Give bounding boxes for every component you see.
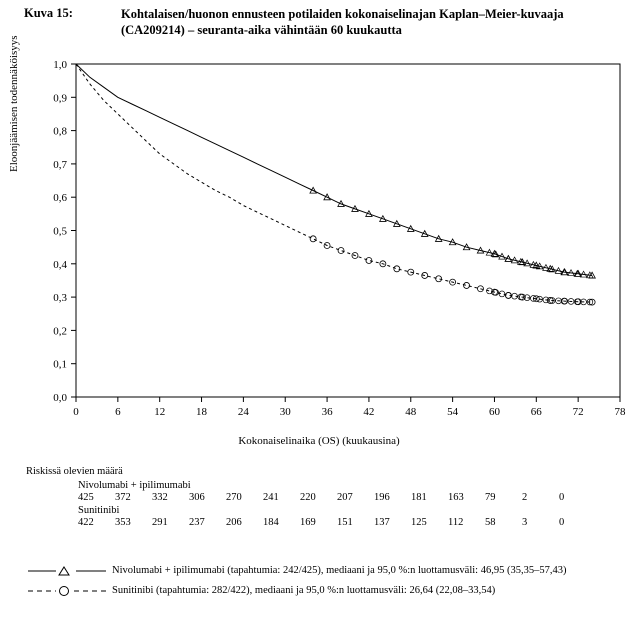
svg-text:60: 60	[488, 406, 500, 418]
legend-item-sunitinib	[26, 584, 626, 600]
svg-text:54: 54	[447, 406, 459, 418]
svg-text:0,4: 0,4	[53, 258, 67, 271]
svg-text:0,6: 0,6	[53, 192, 67, 205]
risk-value: 207	[337, 492, 353, 503]
solid-triangle-line-icon	[26, 564, 112, 580]
risk-value: 181	[411, 492, 427, 503]
risk-value: 137	[374, 517, 390, 528]
risk-table-title: Riskissä olevien määrä	[26, 466, 123, 477]
svg-text:12: 12	[154, 406, 166, 418]
risk-value: 196	[374, 492, 390, 503]
svg-text:78: 78	[614, 406, 626, 418]
risk-value: 0	[559, 492, 565, 503]
risk-value: 241	[263, 492, 279, 503]
svg-text:0: 0	[73, 406, 79, 418]
risk-value: 422	[78, 517, 94, 528]
risk-value: 2	[522, 492, 528, 503]
risk-row	[78, 492, 626, 503]
risk-value: 79	[485, 492, 496, 503]
risk-value: 291	[152, 517, 168, 528]
risk-value: 58	[485, 517, 496, 528]
svg-text:48: 48	[405, 406, 417, 418]
risk-value: 237	[189, 517, 205, 528]
x-axis-label: Kokonaiselinaika (OS) (kuukausina)	[238, 435, 400, 447]
chart-legend	[26, 560, 626, 600]
risk-row	[78, 517, 626, 528]
figure-caption	[24, 6, 624, 38]
risk-group-name-0: Nivolumabi + ipilimumabi	[78, 480, 191, 491]
risk-value: 220	[300, 492, 316, 503]
risk-value: 332	[152, 492, 168, 503]
risk-value: 206	[226, 517, 242, 528]
y-axis-label: Eloonjäämisen todennäköisyys	[8, 35, 20, 172]
dashed-circle-line-icon	[26, 584, 112, 600]
risk-value: 112	[448, 517, 464, 528]
risk-value: 184	[263, 517, 279, 528]
legend-label: Nivolumabi + ipilimumabi (tapahtumia: 242/425), mediaani ja 95,0 %:n luottamusväli: 46,95 (35,35–57,43)	[112, 565, 567, 576]
svg-text:0,3: 0,3	[53, 292, 67, 305]
risk-value: 372	[115, 492, 131, 503]
svg-text:24: 24	[237, 406, 249, 418]
risk-value: 425	[78, 492, 94, 503]
risk-value: 163	[448, 492, 464, 503]
svg-text:0,7: 0,7	[53, 158, 67, 171]
svg-text:66: 66	[530, 406, 542, 418]
svg-text:1,0: 1,0	[53, 59, 67, 71]
svg-text:36: 36	[321, 406, 333, 418]
svg-text:0,5: 0,5	[53, 225, 67, 238]
svg-text:18: 18	[196, 406, 208, 418]
risk-value: 270	[226, 492, 242, 503]
svg-text:72: 72	[572, 406, 584, 418]
risk-value: 3	[522, 517, 528, 528]
chart-plot-area	[0, 52, 638, 432]
kaplan-meier-chart	[0, 35, 638, 452]
risk-value: 0	[559, 517, 565, 528]
legend-item-nivolumab	[26, 564, 626, 580]
risk-value: 125	[411, 517, 427, 528]
risk-value: 169	[300, 517, 316, 528]
figure-number: Kuva 15:	[24, 6, 73, 20]
legend-label: Sunitinibi (tapahtumia: 282/422), mediaani ja 95,0 %:n luottamusväli: 26,64 (22,08–33,54)	[112, 585, 496, 596]
svg-text:0,1: 0,1	[53, 358, 67, 371]
svg-text:0,0: 0,0	[53, 392, 67, 404]
risk-group-name-1: Sunitinibi	[78, 505, 120, 516]
risk-value: 353	[115, 517, 131, 528]
svg-text:6: 6	[115, 406, 121, 418]
svg-text:0,9: 0,9	[53, 92, 67, 105]
svg-text:42: 42	[363, 406, 375, 418]
risk-value: 306	[189, 492, 205, 503]
svg-text:0,8: 0,8	[53, 125, 67, 138]
svg-text:30: 30	[279, 406, 291, 418]
figure-title: Kohtalaisen/huonon ennusteen potilaiden kokonaiselinajan Kaplan–Meier-kuvaaja (CA209214) – seuranta-aika vähintään 60 kuukautta	[120, 7, 564, 37]
svg-text:0,2: 0,2	[53, 325, 67, 338]
risk-value: 151	[337, 517, 353, 528]
risk-table	[26, 466, 626, 528]
